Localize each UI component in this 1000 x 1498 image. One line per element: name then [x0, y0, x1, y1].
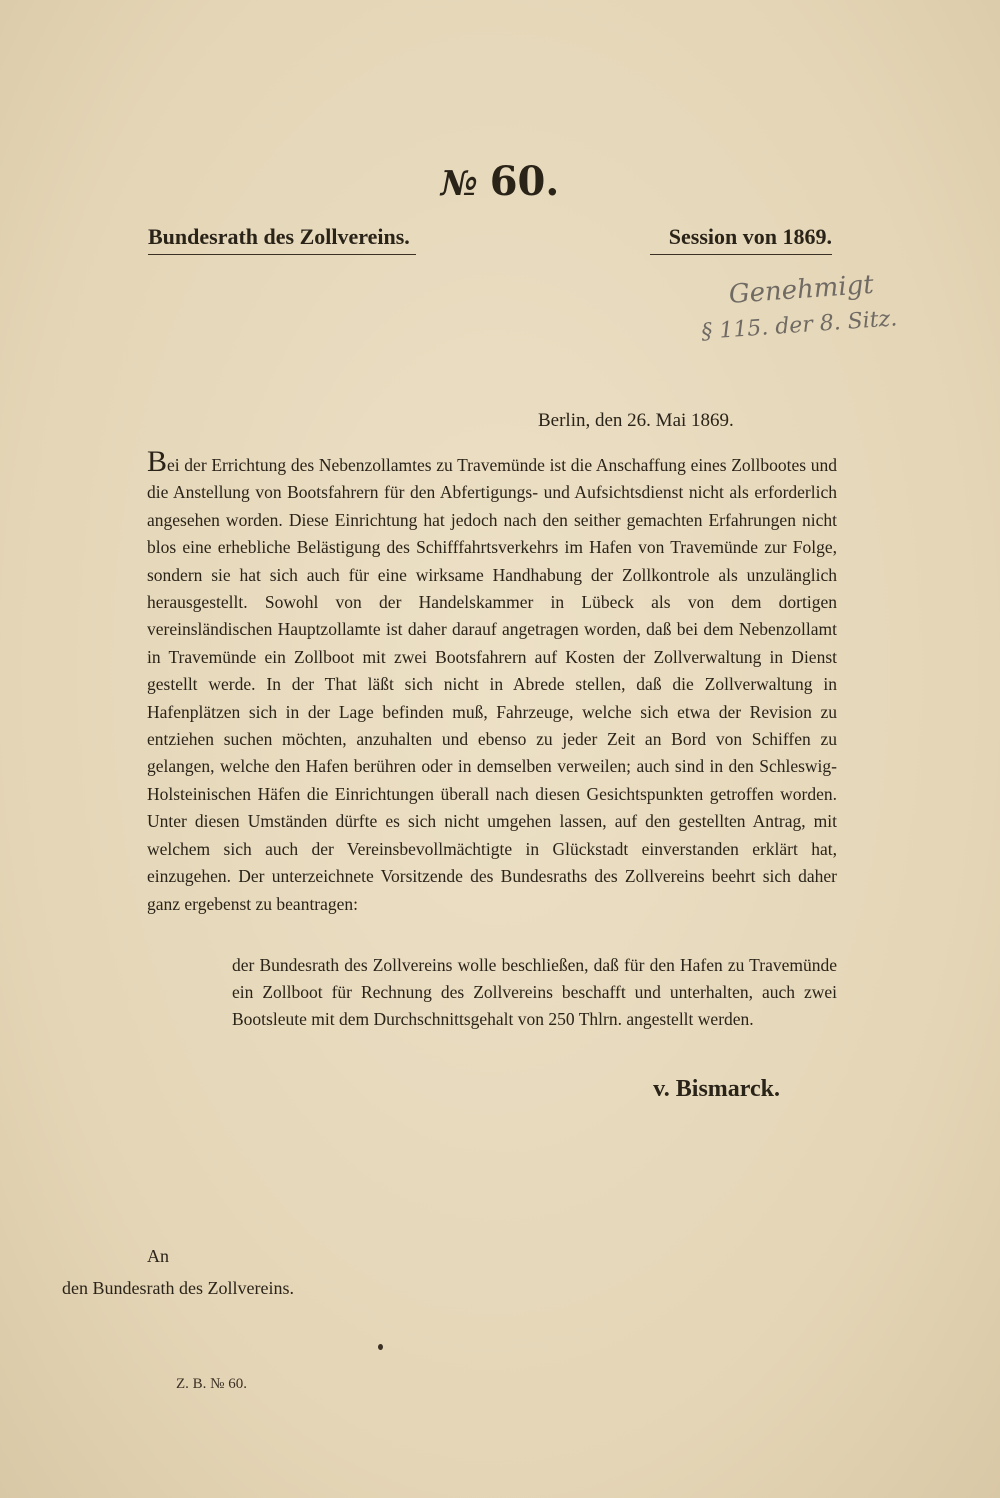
- signature: v. Bismarck.: [653, 1076, 780, 1102]
- annotation-line-2: § 115. der 8. Sitz.: [700, 306, 898, 345]
- header-council: Bundesrath des Zollvereins.: [148, 224, 416, 255]
- resolution-paragraph: der Bundesrath des Zollvereins wolle beschließen, daß für den Hafen zu Travemünde ein Zollboot für Rechnung des Zollvereins beschafft und unterhalten, auch zwei Bootsleute mit dem Durchschnittsgehalt von 250 Thlrn. angestellt werden.: [232, 955, 837, 1029]
- annotation-line-1: Genehmigt: [727, 269, 875, 310]
- body-paragraph: [147, 445, 837, 918]
- address-line-2: den Bundesrath des Zollvereins.: [62, 1278, 294, 1298]
- ink-dot: [378, 1344, 383, 1350]
- handwritten-annotation: [698, 265, 903, 351]
- drop-initial: B: [147, 445, 168, 478]
- body-text: ei der Errichtung des Nebenzollamtes zu Travemünde ist die Anschaffung eines Zollbootes und die Anstellung von Bootsfahrern für den Abfertigungs- und Aufsichtsdienst nicht als erforderlich angesehen worden. Diese Einrichtung hat jedoch nach den seither gemachten Erfahrungen nicht blos eine erhebliche Belästigung des Schifffahrtsverkehrs im Hafen von Travemünde zur Folge, sondern sie hat sich auch für eine wirksame Handhabung der Zollkontrole als unzulänglich herausgestellt. Sowohl von der Handelskammer in Lübeck als von dem dortigen vereinsländischen Hauptzollamte ist daher darauf angetragen worden, daß bei dem Nebenzollamt in Travemünde ein Zollboot mit zwei Bootsfahrern auf Kosten der Zollverwaltung in Dienst gestellt werde. In der That läßt sich nicht in Abrede stellen, daß die Zollverwaltung in Hafenplätzen sich in der Lage befinden muß, Fahrzeuge, welche sich etwa der Revision zu entziehen suchen möchten, anzuhalten und ebenso zu jeder Zeit an Bord von Schiffen zu gelangen, welche den Hafen berühren oder in demselben verweilen; auch sind in den Schleswig-Holsteinischen Häfen die Einrichtungen überall nach diesen Gesichtspunkten getroffen worden. Unter diesen Umständen dürfte es sich nicht umgehen lassen, auf den gestellten Antrag, mit welchem sich auch der Vereinsbevollmächtigte in Glückstadt einverstanden erklärt hat, einzugehen. Der unterzeichnete Vorsitzende des Bundesraths des Zollvereins beehrt sich daher ganz ergebenst zu beantragen:: [147, 455, 837, 914]
- number-sign: №: [440, 164, 478, 204]
- header-session: Session von 1869.: [650, 224, 832, 255]
- number-value: 60.: [489, 158, 560, 205]
- footer-reference: Z. B. № 60.: [176, 1376, 247, 1392]
- document-date: Berlin, den 26. Mai 1869.: [538, 410, 734, 431]
- document-number: [0, 158, 1000, 205]
- address-line-1: An: [147, 1246, 169, 1266]
